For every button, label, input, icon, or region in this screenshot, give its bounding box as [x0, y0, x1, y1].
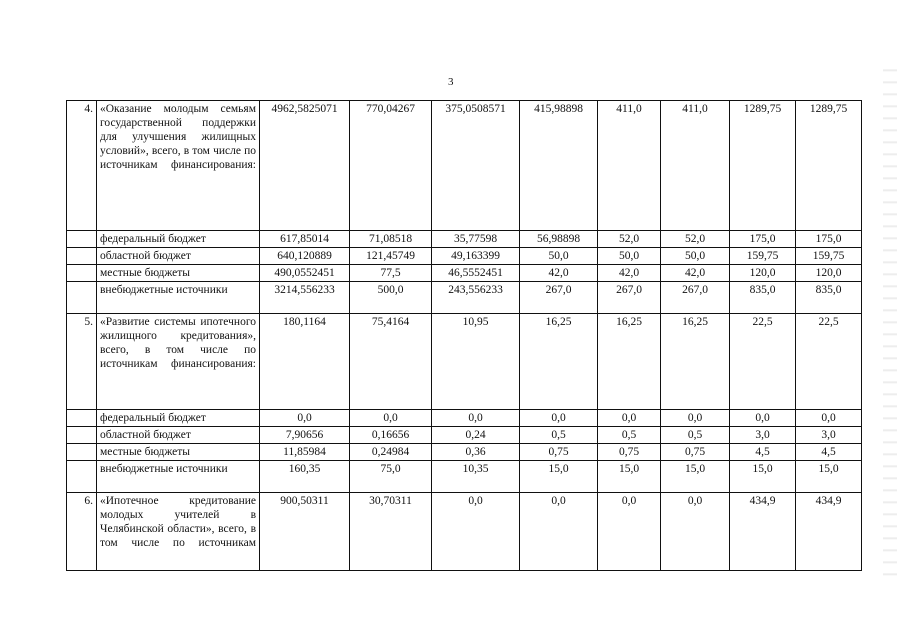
value-cell: 835,0	[796, 282, 862, 314]
value-cell: 42,0	[598, 265, 661, 282]
row-index	[67, 282, 97, 314]
value-cell: 52,0	[598, 231, 661, 248]
value-cell: 22,5	[730, 314, 796, 410]
value-cell: 120,0	[730, 265, 796, 282]
value-cell: 159,75	[796, 248, 862, 265]
value-cell: 121,45749	[350, 248, 432, 265]
value-cell: 4,5	[730, 444, 796, 461]
row-description: внебюджетные источники	[97, 461, 260, 493]
table-row-source	[67, 410, 862, 427]
value-cell: 0,75	[661, 444, 730, 461]
value-cell: 267,0	[661, 282, 730, 314]
value-cell: 3,0	[796, 427, 862, 444]
value-cell: 10,95	[432, 314, 520, 410]
value-cell: 3,0	[730, 427, 796, 444]
value-cell: 16,25	[598, 314, 661, 410]
table-row-source	[67, 444, 862, 461]
row-description: внебюджетные источники	[97, 282, 260, 314]
table-row-group	[67, 493, 862, 571]
table-body	[67, 101, 862, 571]
row-description: местные бюджеты	[97, 444, 260, 461]
value-cell: 0,0	[598, 410, 661, 427]
row-description: «Ипотечное кредитование молодых учителей в Челябинской области», всего, в том числе по источникам	[97, 493, 260, 571]
row-description: федеральный бюджет	[97, 231, 260, 248]
value-cell: 52,0	[661, 231, 730, 248]
value-cell: 15,0	[520, 461, 598, 493]
value-cell: 0,0	[432, 410, 520, 427]
value-cell: 71,08518	[350, 231, 432, 248]
page-number: 3	[448, 76, 454, 88]
value-cell: 434,9	[796, 493, 862, 571]
value-cell: 175,0	[730, 231, 796, 248]
value-cell: 835,0	[730, 282, 796, 314]
value-cell: 770,04267	[350, 101, 432, 231]
value-cell: 0,0	[796, 410, 862, 427]
value-cell: 35,77598	[432, 231, 520, 248]
value-cell: 411,0	[598, 101, 661, 231]
value-cell: 42,0	[661, 265, 730, 282]
value-cell: 16,25	[520, 314, 598, 410]
value-cell: 77,5	[350, 265, 432, 282]
value-cell: 0,0	[350, 410, 432, 427]
value-cell: 11,85984	[260, 444, 350, 461]
value-cell: 500,0	[350, 282, 432, 314]
row-index	[67, 248, 97, 265]
value-cell: 75,4164	[350, 314, 432, 410]
value-cell: 160,35	[260, 461, 350, 493]
value-cell: 0,0	[520, 493, 598, 571]
value-cell: 75,0	[350, 461, 432, 493]
value-cell: 16,25	[661, 314, 730, 410]
value-cell: 50,0	[520, 248, 598, 265]
value-cell: 434,9	[730, 493, 796, 571]
table-row-group	[67, 101, 862, 231]
value-cell: 0,0	[260, 410, 350, 427]
table-row-source	[67, 248, 862, 265]
row-index	[67, 427, 97, 444]
value-cell: 640,120889	[260, 248, 350, 265]
value-cell: 617,85014	[260, 231, 350, 248]
row-description: областной бюджет	[97, 427, 260, 444]
budget-table	[66, 100, 862, 571]
row-index: 6.	[67, 493, 97, 571]
value-cell: 375,0508571	[432, 101, 520, 231]
value-cell: 0,16656	[350, 427, 432, 444]
value-cell: 0,24	[432, 427, 520, 444]
value-cell: 120,0	[796, 265, 862, 282]
value-cell: 15,0	[661, 461, 730, 493]
value-cell: 4962,5825071	[260, 101, 350, 231]
value-cell: 56,98898	[520, 231, 598, 248]
value-cell: 0,75	[598, 444, 661, 461]
value-cell: 50,0	[598, 248, 661, 265]
row-description: областной бюджет	[97, 248, 260, 265]
value-cell: 0,0	[598, 493, 661, 571]
row-index	[67, 444, 97, 461]
row-index	[67, 231, 97, 248]
table-row-group	[67, 314, 862, 410]
value-cell: 411,0	[661, 101, 730, 231]
value-cell: 15,0	[730, 461, 796, 493]
scan-artifact-strip	[883, 60, 897, 580]
value-cell: 267,0	[520, 282, 598, 314]
table-row-source	[67, 265, 862, 282]
value-cell: 415,98898	[520, 101, 598, 231]
row-description: «Оказание молодым семьям государственной поддержки для улучшения жилищных условий», всего, в том числе по источникам финансирования:	[97, 101, 260, 231]
row-description: федеральный бюджет	[97, 410, 260, 427]
value-cell: 30,70311	[350, 493, 432, 571]
row-index: 4.	[67, 101, 97, 231]
value-cell: 3214,556233	[260, 282, 350, 314]
value-cell: 267,0	[598, 282, 661, 314]
value-cell: 180,1164	[260, 314, 350, 410]
value-cell: 15,0	[796, 461, 862, 493]
value-cell: 1289,75	[796, 101, 862, 231]
table-row-source	[67, 461, 862, 493]
value-cell: 0,5	[661, 427, 730, 444]
table-row-source	[67, 231, 862, 248]
value-cell: 0,0	[730, 410, 796, 427]
value-cell: 159,75	[730, 248, 796, 265]
value-cell: 0,24984	[350, 444, 432, 461]
value-cell: 42,0	[520, 265, 598, 282]
row-index	[67, 410, 97, 427]
value-cell: 22,5	[796, 314, 862, 410]
value-cell: 1289,75	[730, 101, 796, 231]
value-cell: 243,556233	[432, 282, 520, 314]
row-description: «Развитие системы ипотечного жилищного кредитования», всего, в том числе по источникам финансирования:	[97, 314, 260, 410]
value-cell: 15,0	[598, 461, 661, 493]
value-cell: 0,0	[661, 410, 730, 427]
value-cell: 900,50311	[260, 493, 350, 571]
value-cell: 50,0	[661, 248, 730, 265]
value-cell: 0,0	[432, 493, 520, 571]
row-description: местные бюджеты	[97, 265, 260, 282]
table-row-source	[67, 427, 862, 444]
row-index	[67, 265, 97, 282]
value-cell: 0,36	[432, 444, 520, 461]
row-index: 5.	[67, 314, 97, 410]
row-index	[67, 461, 97, 493]
value-cell: 0,0	[661, 493, 730, 571]
value-cell: 175,0	[796, 231, 862, 248]
value-cell: 490,0552451	[260, 265, 350, 282]
value-cell: 10,35	[432, 461, 520, 493]
value-cell: 46,5552451	[432, 265, 520, 282]
table-row-source	[67, 282, 862, 314]
value-cell: 0,75	[520, 444, 598, 461]
value-cell: 0,5	[598, 427, 661, 444]
value-cell: 0,0	[520, 410, 598, 427]
value-cell: 7,90656	[260, 427, 350, 444]
value-cell: 49,163399	[432, 248, 520, 265]
value-cell: 0,5	[520, 427, 598, 444]
value-cell: 4,5	[796, 444, 862, 461]
